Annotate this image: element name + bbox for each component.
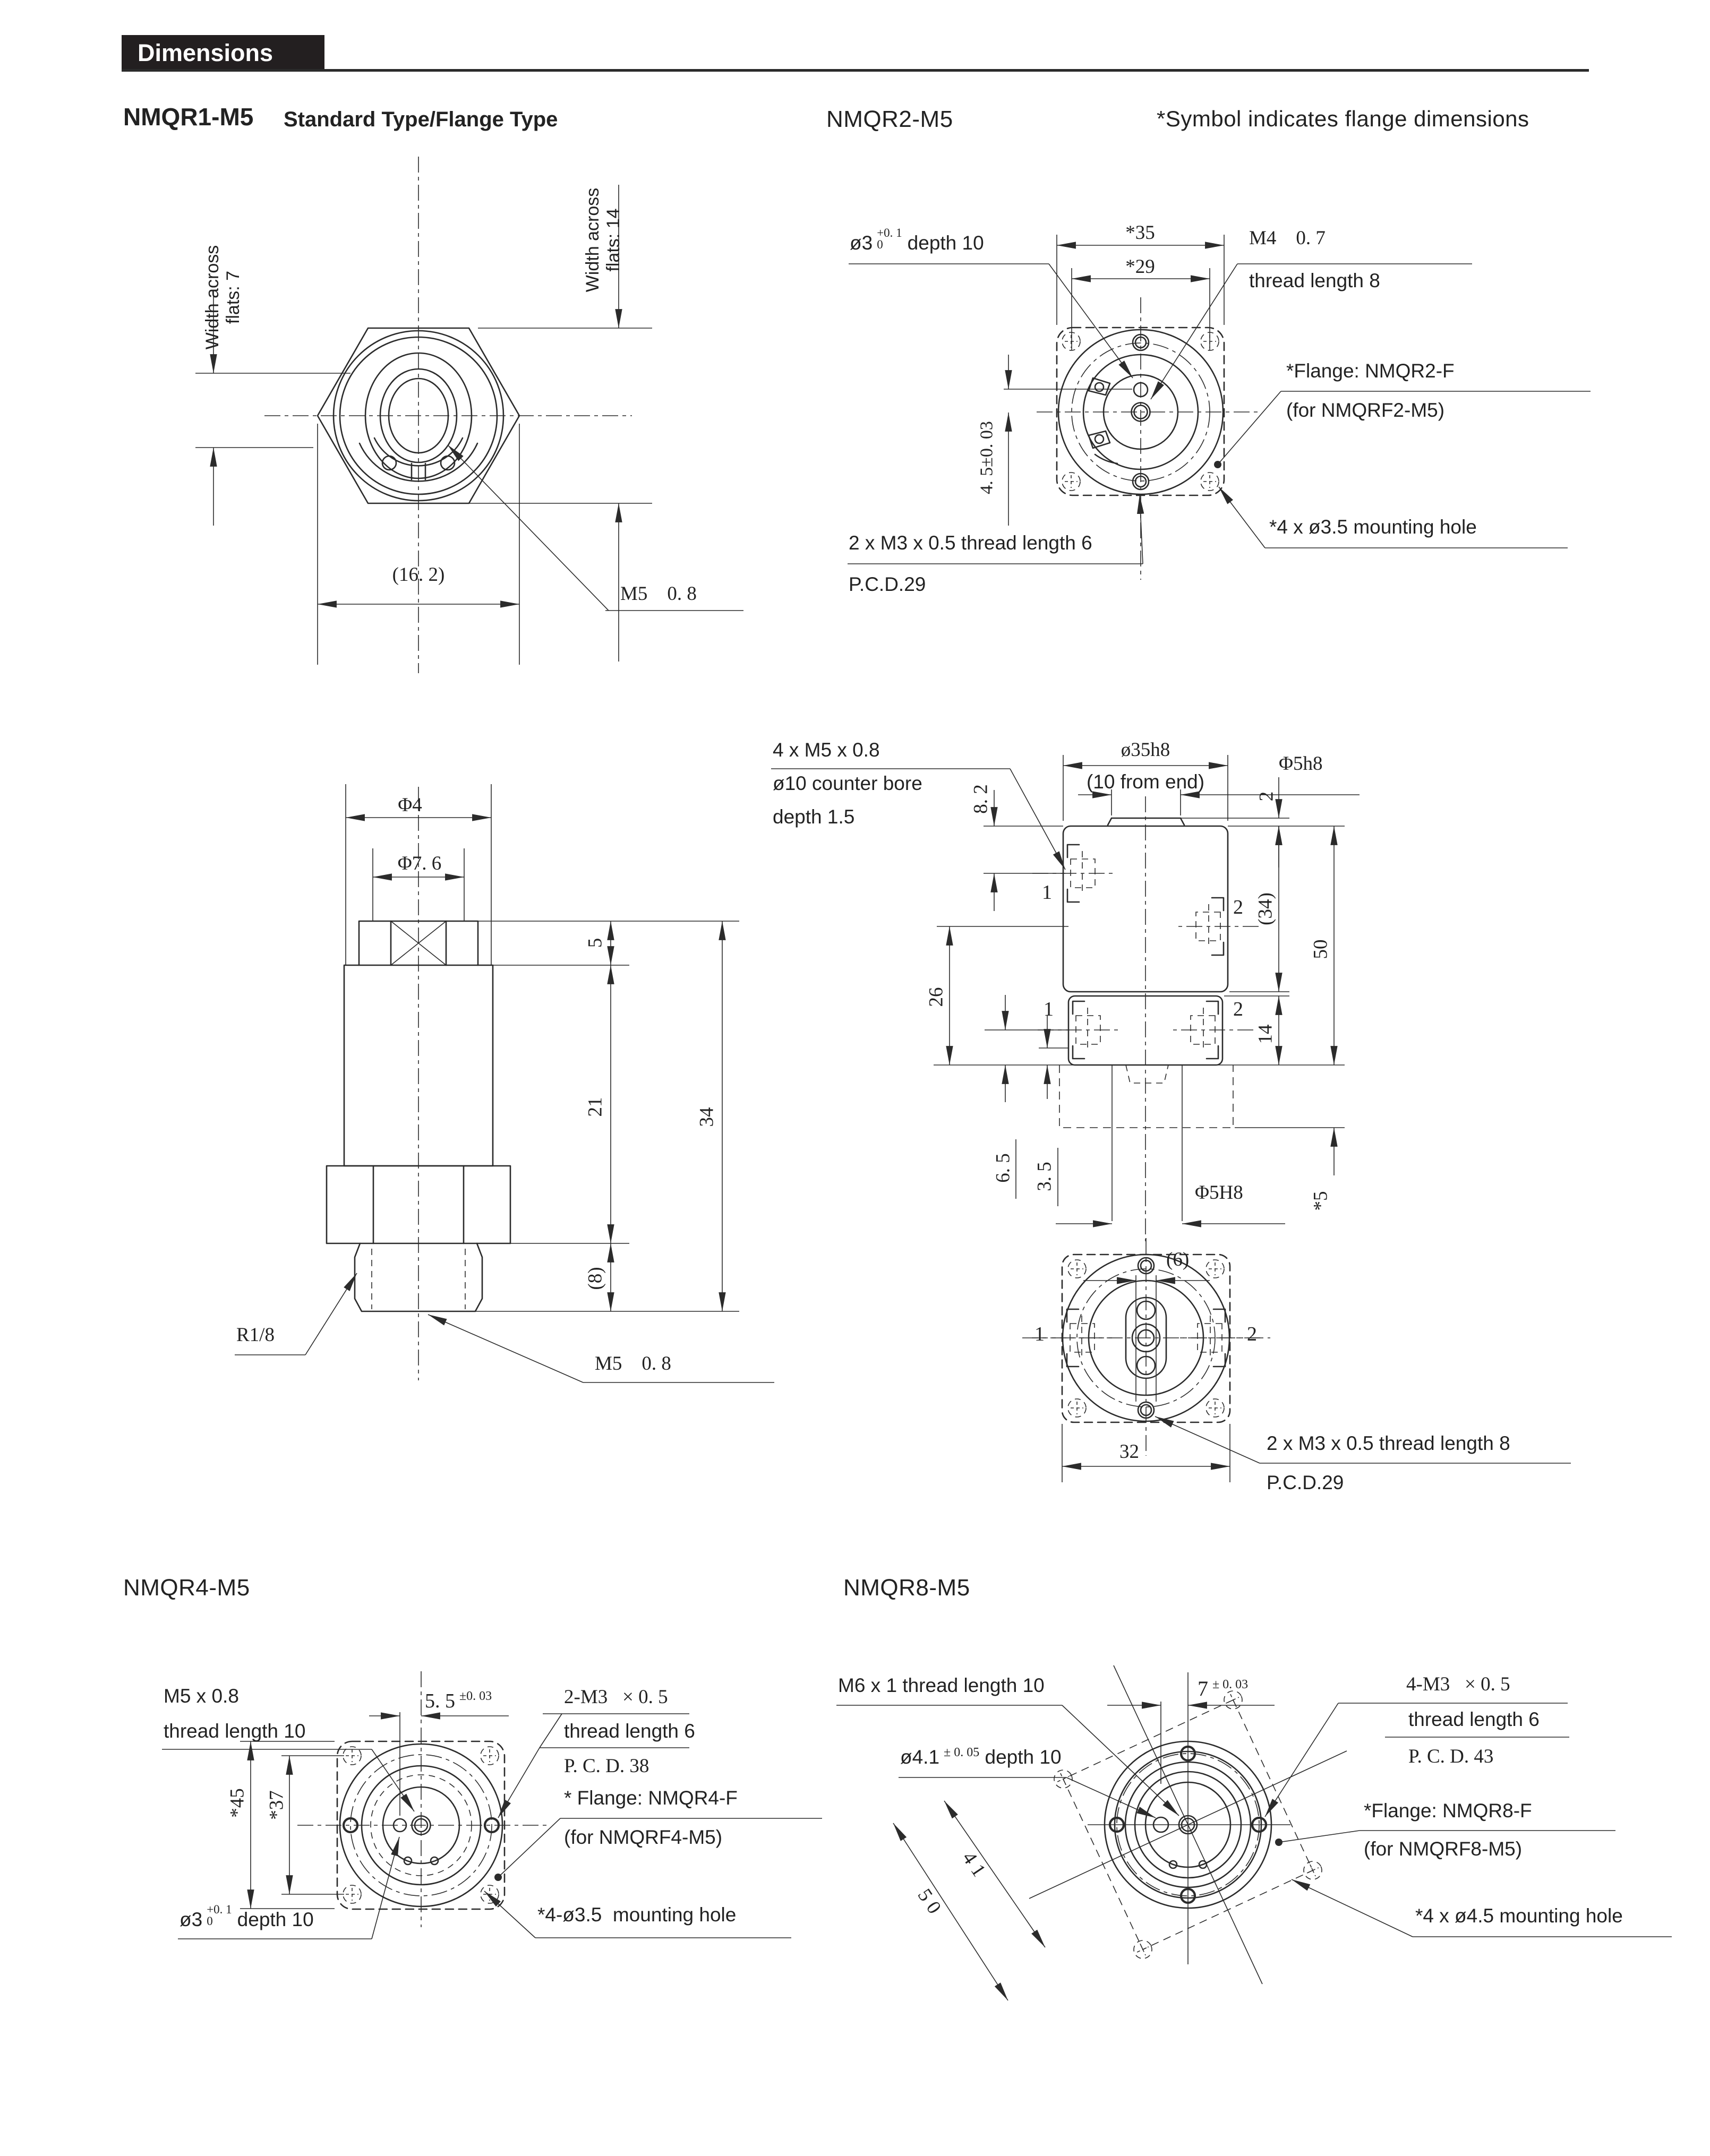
nmqr4-title: NMQR4-M5 [123, 1575, 250, 1601]
dim-50: 50 [1310, 939, 1332, 959]
callout-phi3-depth10-nmqr4: ø3 +0. 1 0 depth 10 [179, 1903, 314, 1930]
dim-14: 14 [1254, 1024, 1277, 1044]
port-1-lower: 1 [1044, 998, 1054, 1020]
port-2-upper: 2 [1233, 896, 1243, 918]
nmqr8-title: NMQR8-M5 [843, 1575, 970, 1601]
nmqr8-flange-view [836, 1665, 1672, 2000]
section-header-title: Dimensions [138, 39, 273, 66]
dim-8-ref: (8) [584, 1267, 606, 1290]
callout-phi3-depth10: ø3 +0. 1 0 depth 10 [850, 226, 984, 254]
dim-phi7-6: Φ7. 6 [397, 853, 442, 874]
dim-26: 26 [925, 987, 947, 1007]
dim-r1-8: R1/8 [236, 1324, 275, 1346]
dim-m5-thread-side: M5 0. 8 [595, 1353, 671, 1375]
callout-m5-thread-length-10: thread length 10 [164, 1720, 306, 1742]
dim-3-5: 3. 5 [1033, 1162, 1056, 1191]
callout-thread-length-6-nmqr4: thread length 6 [564, 1720, 695, 1742]
callout-pcd43: P. C. D. 43 [1408, 1746, 1494, 1767]
dim-phi5h8: Φ5h8 [1279, 753, 1323, 775]
callout-m6x1: M6 x 1 thread length 10 [838, 1674, 1045, 1696]
callout-mounting-hole-nmqr4: *4-ø3.5 mounting hole [537, 1904, 737, 1926]
port-2-lower: 2 [1233, 998, 1243, 1020]
callout-flange-nmqr2f: *Flange: NMQR2-F [1286, 360, 1455, 382]
callout-2-m3: 2-M3 × 0. 5 [564, 1686, 668, 1708]
callout-phi4-1-depth10: ø4.1 $^{\pm 0. 05}$ depth 10 [900, 1746, 1062, 1768]
nmqr2-title: NMQR2-M5 [826, 106, 953, 132]
dim-34-ref: (34) [1254, 892, 1277, 925]
callout-counter-bore: ø10 counter bore [773, 772, 922, 794]
dim-16-2: (16. 2) [392, 564, 445, 586]
callout-m5x08: M5 x 0.8 [164, 1685, 239, 1707]
dim-32: 32 [1119, 1441, 1139, 1463]
note-10-from-end: (10 from end) [1086, 771, 1205, 793]
dim-8-2: 8. 2 [970, 784, 992, 814]
dim-5-5-tol: 5. 5 $^{\pm 0. 03}$ [425, 1689, 492, 1712]
nmqr1-title: NMQR1-M5 [123, 103, 254, 131]
port-1-upper: 1 [1042, 881, 1052, 904]
port-1-bottom-view: 1 [1034, 1323, 1045, 1345]
dim-35-flange: *35 [1125, 222, 1155, 244]
callout-pcd29-bottom: P.C.D.29 [1267, 1472, 1344, 1493]
flange-note: *Symbol indicates flange dimensions [1157, 106, 1529, 131]
callout-mounting-hole-nmqr8: *4 x ø4.5 mounting hole [1415, 1905, 1623, 1927]
callout-pcd29-top: P.C.D.29 [849, 573, 926, 595]
callout-flange-nmqr4f: * Flange: NMQR4-F [564, 1787, 738, 1809]
callout-4xm5: 4 x M5 x 0.8 [773, 739, 880, 761]
dim-29-flange: *29 [1125, 256, 1155, 278]
dim-50-nmqr8: 50 [913, 1885, 948, 1922]
callout-flange-nmqr4f-for: (for NMQRF4-M5) [564, 1826, 723, 1848]
callout-m4-thread-length: thread length 8 [1249, 270, 1380, 291]
callout-2xm3-thread6: 2 x M3 x 0.5 thread length 6 [849, 532, 1092, 554]
dim-6-ref: (6) [1166, 1249, 1190, 1270]
dim-41: 41 [957, 1848, 993, 1885]
callout-4-m3: 4-M3 × 0. 5 [1406, 1673, 1510, 1695]
callout-flange-nmqr8f-for: (for NMQRF8-M5) [1364, 1838, 1523, 1860]
dim-phi4: Φ4 [398, 794, 422, 816]
dim-21: 21 [584, 1097, 606, 1117]
callout-depth-1-5: depth 1.5 [773, 806, 855, 828]
callout-mounting-hole-nmqr2: *4 x ø3.5 mounting hole [1269, 516, 1477, 538]
dim-34: 34 [696, 1107, 718, 1127]
callout-m4-thread: M4 0. 7 [1249, 227, 1326, 249]
dim-star5: *5 [1310, 1191, 1332, 1211]
dim-4-5-tol: 4. 5±0. 03 [977, 421, 997, 494]
dim-phi35h8: ø35h8 [1121, 739, 1170, 761]
dim-6-5: 6. 5 [992, 1153, 1014, 1183]
dim-7-tol: 7 $^{\pm 0. 03}$ [1198, 1677, 1249, 1700]
nmqr1-side-view [235, 784, 774, 1382]
dim-37-flange: *37 [266, 1790, 288, 1820]
dim-2: 2 [1255, 791, 1278, 802]
dim-m5-thread-top: M5 0. 8 [620, 583, 697, 605]
dim-45-flange: *45 [226, 1788, 249, 1818]
nmqr1-subtitle: Standard Type/Flange Type [284, 108, 558, 131]
callout-pcd38: P. C. D. 38 [564, 1755, 649, 1777]
dim-width-across-flats-14: Width across flats: 14 [582, 187, 623, 293]
nmqr2-flange-view [848, 235, 1591, 580]
dim-5: 5 [584, 938, 606, 948]
dim-width-across-flats-7: Width across flats: 7 [202, 245, 243, 350]
nmqr2-section-view [771, 755, 1360, 1241]
callout-flange-nmqr8f: *Flange: NMQR8-F [1364, 1800, 1532, 1822]
port-2-bottom-view: 2 [1247, 1323, 1257, 1345]
callout-thread-length-6-nmqr8: thread length 6 [1408, 1708, 1540, 1730]
dim-phi5H8: Φ5H8 [1195, 1182, 1243, 1204]
callout-2xm3-thread8: 2 x M3 x 0.5 thread length 8 [1267, 1432, 1510, 1454]
callout-flange-nmqr2f-for: (for NMQRF2-M5) [1286, 399, 1445, 421]
